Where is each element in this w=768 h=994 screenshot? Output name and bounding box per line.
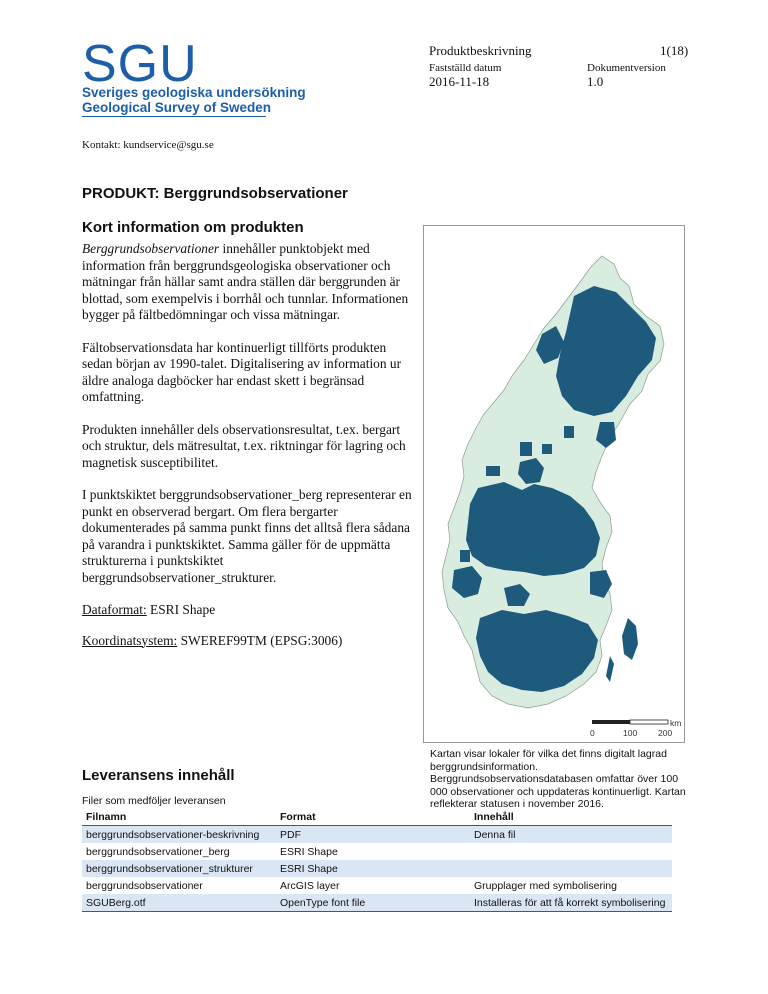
observation-block (460, 550, 470, 562)
logo-org-name-sv: Sveriges geologiska undersökning (82, 85, 306, 100)
table-row (82, 826, 672, 844)
dataformat-label: Dataformat: (82, 602, 147, 617)
scale-tick-0: 0 (590, 728, 595, 738)
coordsys-label: Koordinatsystem: (82, 632, 178, 648)
paragraph-1 (82, 241, 412, 324)
scale-bar-right-segment (630, 720, 668, 724)
logo-underline (82, 116, 266, 117)
table-header-row (82, 808, 672, 826)
table-cell-filename: berggrundsobservationer_berg (86, 845, 230, 858)
scale-tick-100: 100 (623, 728, 638, 738)
logo-org-name-en: Geological Survey of Sweden (82, 100, 272, 115)
table-cell-filename: berggrundsobservationer (86, 879, 203, 892)
observation-block (542, 444, 552, 454)
paragraph-4: I punktskiktet berggrundsobservationer_berg representerar en punkt en observerad bergart. Om flera bergarter dokumenterades på samma punkt finns det alltså flera sådana på varandra i punktskiktet. Samma gäller för de uppmätta strukturerna i punktskiktet berggrundsobservationer_strukturer. (82, 487, 412, 585)
contact-line: Kontakt: kundservice@sgu.se (82, 139, 214, 151)
files-table (82, 808, 672, 912)
observation-block (486, 466, 500, 476)
section-title-delivery: Leveransens innehåll (82, 767, 235, 784)
date-value: 2016-11-18 (429, 74, 490, 89)
observation-block (564, 426, 574, 438)
table-row (82, 860, 672, 877)
column-header-format: Format (276, 808, 470, 826)
observation-block (520, 442, 532, 456)
table-cell-content: Installeras för att få korrekt symbolisering (470, 894, 672, 912)
paragraph-1-text: innehåller punktobjekt med information från berggrundsgeologiska observationer och mätningar från hällar samt andra ställen där berggrunden är blottad, som exempelvis i borrhål och tunnlar. Informationen bygger på fältbedömningar och vissa mätningar. (82, 241, 409, 322)
table-cell-format: ESRI Shape (276, 860, 470, 877)
paragraph-2: Fältobservationsdata har kontinuerligt tillförts produkten sedan början av 1990-talet. Digitalisering av information ur äldre analoga dagböcker har endast skett i begränsad omfattning. (82, 339, 402, 404)
sgu-logo-mark: SGU (82, 35, 198, 93)
scale-bar (590, 718, 681, 738)
gotland-island (622, 618, 638, 660)
coordsys-value: SWEREF99TM (EPSG:3006) (177, 632, 343, 648)
dataformat-line (82, 602, 412, 619)
version-value: 1.0 (587, 74, 604, 89)
body-text (82, 241, 412, 649)
date-label: Fastställd datum (429, 62, 502, 74)
column-header-content: Innehåll (470, 808, 672, 826)
table-cell-filename: berggrundsobservationer-beskrivning (82, 826, 276, 844)
table-cell-filename: SGUBerg.otf (82, 894, 276, 912)
coordsys-line (82, 633, 412, 650)
paragraph-3: Produkten innehåller dels observationsresultat, t.ex. bergart och struktur, dels mätresultat, t.ex. riktningar för lagring och magnetisk susceptibilitet. (82, 421, 406, 470)
table-row (82, 877, 672, 894)
table-cell-content (470, 843, 672, 860)
table-cell-format: ESRI Shape (280, 845, 338, 858)
table-cell-format: ArcGIS layer (280, 879, 340, 892)
section-title-short-info: Kort information om produkten (82, 219, 304, 236)
version-label: Dokumentversion (587, 62, 666, 74)
table-cell-content (470, 860, 672, 877)
sweden-map-svg (424, 226, 684, 742)
table-row (82, 894, 672, 912)
product-title: PRODUKT: Berggrundsobservationer (82, 185, 348, 202)
page-number: 1(18) (660, 43, 689, 58)
table-row (82, 843, 672, 860)
column-header-filename: Filnamn (82, 808, 276, 826)
doc-type: Produktbeskrivning (429, 43, 532, 58)
dataformat-value: ESRI Shape (146, 602, 216, 617)
sweden-map (423, 225, 685, 743)
scale-bar-left-segment (592, 720, 630, 724)
table-cell-content: Denna fil (470, 826, 672, 844)
table-cell-content: Grupplager med symbolisering (474, 879, 617, 892)
map-caption: Kartan visar lokaler för vilka det finns digitalt lagrad berggrundsinformation. Berggrundsobservationsdatabasen omfattar över 100 000 observationer och uppdateras kontinuerligt. Kartan reflekterar statusen i november 2016. (430, 748, 686, 810)
table-cell-filename: berggrundsobservationer_strukturer (82, 860, 276, 877)
table-cell-format: PDF (276, 826, 470, 844)
table-cell-format: OpenType font file (276, 894, 470, 912)
files-caption: Filer som medföljer leveransen (82, 795, 226, 807)
oland-island (606, 656, 614, 682)
scale-tick-200: 200 (658, 728, 673, 738)
product-name-italic: Berggrundsobservationer (82, 241, 220, 256)
scale-unit: km (670, 718, 682, 728)
